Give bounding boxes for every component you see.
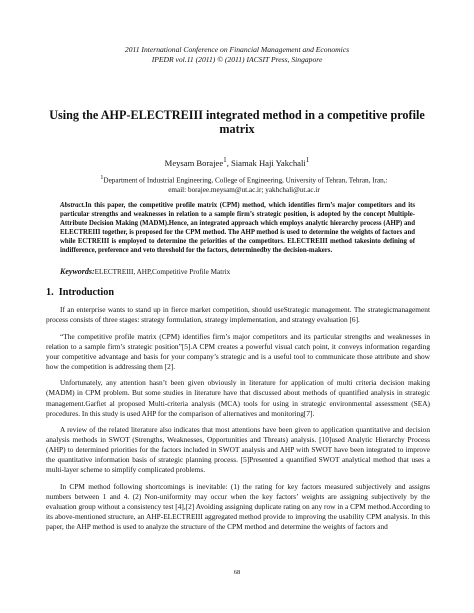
section-heading: [46, 287, 114, 299]
paper-title: Using the AHP-ELECTREIII integrated method in a competitive profile matrix: [49, 108, 425, 136]
author-separator: ,: [226, 157, 232, 168]
keywords-text: ELECTREIII, AHP,Competitive Profile Matrix: [94, 268, 231, 276]
conference-line-2: IPEDR vol.11 (2011) © (2011) IACSIT Press, Singapore: [151, 55, 323, 64]
author-1: Meysam Borajee: [164, 157, 224, 168]
affiliation: [54, 173, 434, 195]
abstract-label: Abstract.: [60, 202, 86, 209]
affiliation-line-1: Department of Industrial Engineering, College of Engineering, University of Tehran, Tehran, Iran,:: [103, 176, 388, 185]
body-text: [46, 305, 430, 539]
paragraph: In CPM method following shortcomings is inevitable: (1) the rating for key factors measured subjectively and assigns numbers between 1 and 4. (2) Non-uniformity may occur when the key factors’ weights are assigning subjectively by the evaluation group without a consistency test [4],[2] Avoiding assigning duplicate rating on any row in a CPM method.According to its above-mentioned structure, an AHP-ELECTREIII aggregated method provide to improving the usability CPM analysis. In this paper, the AHP method is used to analyze the structure of the CPM method and determine the weights of factors and: [46, 481, 430, 532]
paragraph: If an enterprise wants to stand up in fierce market competition, should useStrategic management. The strategicmanagement process consists of three stages: strategy formulation, strategy implementation, and strategy evaluation [6].: [46, 305, 430, 325]
affiliation-email: email: borajee.meysam@ut.ac.ir; yakhchali@ut.ac.ir: [168, 186, 320, 195]
keywords: [60, 267, 420, 277]
author-2: Siamak Haji Yakchali: [231, 157, 306, 168]
paragraph: Unfortunately, any attention hasn’t been given obviously in literature for application of multi criteria decision making (MADM) in CPM problem. But some studies in literature have that discussed about methods of quantified analysis in strategic management.Garfiet al proposed Multi-criteria analysis (MCA) tools for using in strategic environmental assessment (SEA) procedures. In this study is used AHP for the comparison of alternatives and monitoring[7].: [46, 378, 430, 418]
conference-header: [0, 45, 474, 65]
author-1-affiliation-mark: 1: [223, 156, 227, 164]
author-line: [0, 155, 474, 169]
page-number: 68: [233, 569, 241, 576]
abstract-text: In this paper, the competitive profile matrix (CPM) method, which identifies firm’s major competitors and its particular strengths and weaknesses in relation to a sample firm’s strategic position, is adopted by the concept Multiple-Attribute Decision Making (MADM).Hence, an integrated approach which employs analytic hierarchy process (AHP) and ELECTREIII together, is proposed for the CPM method. The AHP method is used to determine the weights of factors and while ECTREIII is employed to determine the priorities of the competitors. ELECTREIII method takesinto defining of indifference, preference and veto threshold for the factors, determinedby the decision-makers.: [60, 202, 415, 255]
paragraph: A review of the related literature also indicates that most attentions have been given to application quantitative and decision analysis methods in SWOT (Strengths, Weaknesses, Opportunities and Threats) analysis. [10]used Analytic Hierarchy Process (AHP) to determined priorities for the factors included in SWOT analysis and AHP with SWOT have been integrated to improve the quantitative information basis of strategic planning process. [5]Presented a quantified SWOT analytical method that uses a multi-layer scheme to simplify complicated problems.: [46, 425, 430, 475]
author-2-affiliation-mark: 1: [305, 156, 310, 164]
section-title: Introduction: [58, 287, 115, 298]
abstract: [60, 201, 415, 256]
affiliation-mark: 1: [100, 175, 104, 181]
keywords-label: Keywords:: [60, 267, 95, 276]
conference-line-1: 2011 International Conference on Financial Management and Economics: [124, 45, 350, 54]
section-number: 1.: [46, 287, 54, 298]
paragraph: “The competitive profile matrix (CPM) identifies firm’s major competitors and its particular strengths and weaknesses in relation to a sample firm’s strategic position”[5].A CPM creates a powerful visual catch point, it conveys information regarding your competitive advantage and basis for your company’s strategic and is a useful tool to communicate those attribute and show how the competition is addressing them [2].: [46, 331, 430, 371]
